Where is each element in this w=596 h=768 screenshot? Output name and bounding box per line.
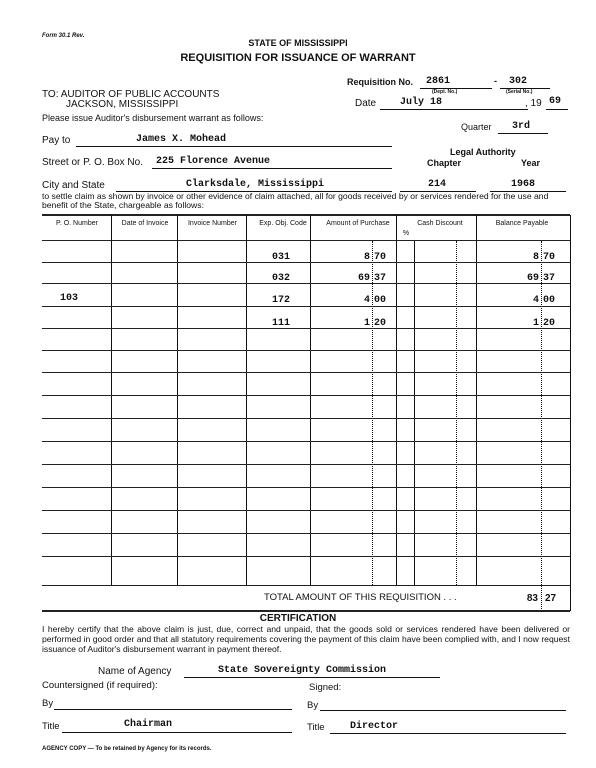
serial-number: 302 xyxy=(509,76,528,87)
row2-balance-dollars: 69 xyxy=(526,273,539,284)
col-cash-discount: Cash Discount xyxy=(417,220,463,227)
col-exp-obj-code: Exp. Obj. Code xyxy=(259,220,307,227)
table-row-rule xyxy=(42,585,570,586)
row2-code: 032 xyxy=(272,273,291,284)
row2-balance-cents: 37 xyxy=(543,273,556,284)
date-value: July 18 xyxy=(400,97,443,108)
row2-amount-cents: 37 xyxy=(374,273,387,284)
dept-number: 2861 xyxy=(426,76,451,87)
agency-copy-footer: AGENCY COPY — To be retained by Agency for its records. xyxy=(42,746,212,752)
year-value: 69 xyxy=(549,96,562,107)
signed-label: Signed: xyxy=(309,682,342,693)
title-right-value: Director xyxy=(350,721,399,732)
addressee-line1: TO: AUDITOR OF PUBLIC ACCOUNTS xyxy=(42,89,220,100)
table-row-rule xyxy=(42,533,570,534)
table-row-rule xyxy=(42,372,570,373)
table-row-rule xyxy=(42,510,570,511)
certification-text: I hereby certify that the above claim is just, due, correct and unpaid, that the goods sold or services rendered have been delivered or performed in good order and that all statutory requirements covering the payment of this claim have been complied with, and I now request issuance of Auditor's disbursement warrant in payment thereof. xyxy=(42,624,570,654)
table-row-rule xyxy=(42,328,570,329)
col-po-number: P. O. Number xyxy=(56,220,98,227)
row3-code: 172 xyxy=(272,295,291,306)
year-prefix: , 19 xyxy=(525,98,542,109)
table-row-rule xyxy=(42,464,570,465)
requisition-dash: - xyxy=(494,76,497,86)
authority-year-value: 1968 xyxy=(511,179,536,190)
row1-balance-cents: 70 xyxy=(543,252,556,263)
certification-title: CERTIFICATION xyxy=(259,613,337,624)
chapter-label: Chapter xyxy=(427,158,462,168)
row3-po-number: 103 xyxy=(60,293,79,304)
pay-to-label: Pay to xyxy=(42,135,71,146)
total-cents: 27 xyxy=(545,593,557,604)
state-heading: STATE OF MISSISSIPPI xyxy=(248,38,348,48)
table-row-rule xyxy=(42,283,570,284)
row3-amount-cents: 00 xyxy=(374,295,387,306)
total-label: TOTAL AMOUNT OF THIS REQUISITION . . . xyxy=(264,592,457,603)
by-right-label: By xyxy=(307,700,319,711)
serial-caption: (Serial No.) xyxy=(506,89,533,95)
quarter-value: 3rd xyxy=(512,121,531,132)
city-value: Clarksdale, Mississippi xyxy=(186,179,325,190)
col-balance-payable: Balance Payable xyxy=(495,220,549,227)
table-row-rule xyxy=(42,395,570,396)
col-date-of-invoice: Date of Invoice xyxy=(121,220,169,227)
row4-amount-dollars: 1 xyxy=(363,318,370,329)
street-value: 225 Florence Avenue xyxy=(156,156,271,167)
page-title: REQUISITION FOR ISSUANCE OF WARRANT xyxy=(180,52,416,64)
agency-label: Name of Agency xyxy=(98,666,172,677)
row3-amount-dollars: 4 xyxy=(363,295,370,306)
pay-to-value: James X. Mohead xyxy=(136,134,227,145)
row2-amount-dollars: 69 xyxy=(357,273,370,284)
col-percent: % xyxy=(402,230,410,237)
row4-balance-dollars: 1 xyxy=(532,318,539,329)
dept-caption: (Dept. No.) xyxy=(432,89,458,95)
table-row-rule xyxy=(42,350,570,351)
row1-code: 031 xyxy=(272,252,291,263)
title-right-label: Title xyxy=(307,722,325,733)
row4-balance-cents: 20 xyxy=(543,318,556,329)
table-row-rule xyxy=(42,262,570,263)
date-label: Date xyxy=(355,98,377,109)
instruction-text: Please issue Auditor's disbursement warrant as follows: xyxy=(42,113,264,123)
legal-authority-label: Legal Authority xyxy=(450,147,516,157)
row1-amount-dollars: 8 xyxy=(363,252,370,263)
table-row-rule xyxy=(42,418,570,419)
table-row-rule xyxy=(42,487,570,488)
row4-amount-cents: 20 xyxy=(374,318,387,329)
row3-balance-dollars: 4 xyxy=(532,295,539,306)
city-label: City and State xyxy=(42,180,105,191)
settle-text: to settle claim as shown by invoice or other evidence of claim attached, all for goods received by or services rendered for the use and benefit of the State, chargeable as follows: xyxy=(42,191,549,210)
street-label: Street or P. O. Box No. xyxy=(42,157,143,168)
table-row-rule xyxy=(42,441,570,442)
by-left-label: By xyxy=(42,698,54,709)
table-row-rule xyxy=(42,556,570,557)
row4-code: 111 xyxy=(272,318,291,329)
requisition-label: Requisition No. xyxy=(347,77,413,87)
addressee-line2: JACKSON, MISSISSIPPI xyxy=(66,99,179,110)
year-label: Year xyxy=(521,158,541,168)
col-invoice-number: Invoice Number xyxy=(187,220,238,227)
countersigned-label: Countersigned (if required): xyxy=(42,680,158,691)
row3-balance-cents: 00 xyxy=(543,295,556,306)
col-amount-of-purchase: Amount of Purchase xyxy=(326,220,390,227)
row1-balance-dollars: 8 xyxy=(532,252,539,263)
title-left-label: Title xyxy=(42,721,60,732)
total-dollars: 83 xyxy=(526,593,538,604)
title-left-value: Chairman xyxy=(124,719,173,730)
quarter-label: Quarter xyxy=(461,122,492,132)
agency-value: State Sovereignty Commission xyxy=(218,665,387,676)
table-row-rule xyxy=(42,306,570,307)
chapter-value: 214 xyxy=(428,179,447,190)
row1-amount-cents: 70 xyxy=(374,252,387,263)
form-number: Form 30.1 Rev. xyxy=(42,33,85,39)
